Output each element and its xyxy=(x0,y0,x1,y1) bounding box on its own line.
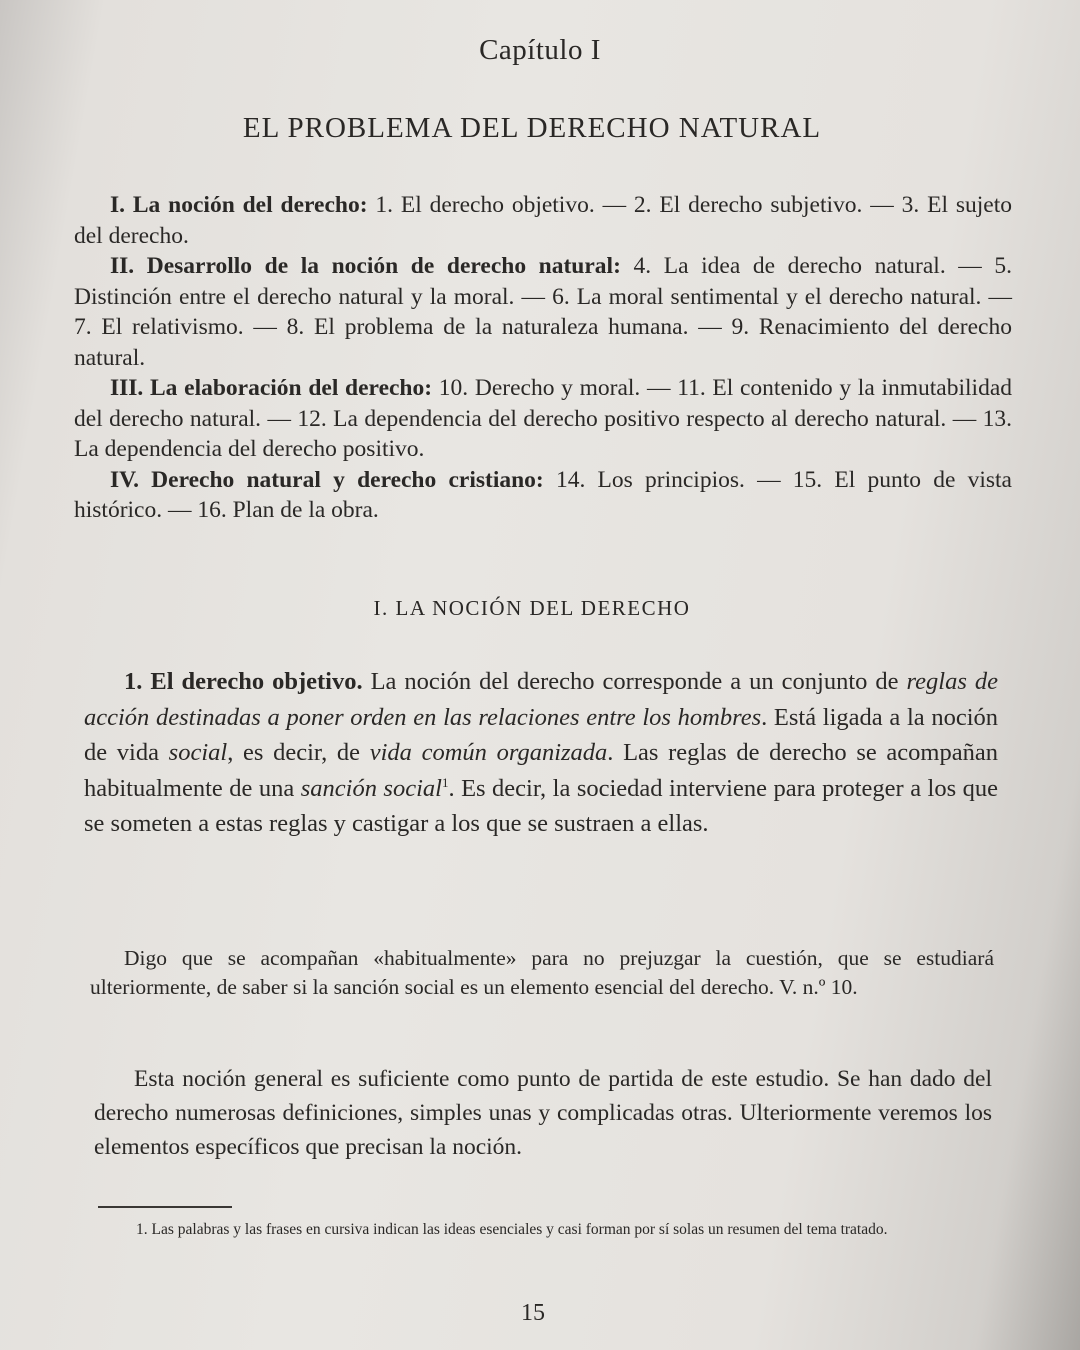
summary-item xyxy=(74,373,1012,465)
body-paragraph: Digo que se acompañan «habitualmente» para no prejuzgar la cuestión, que se estudiará ulteriormente, de saber si la sanción social es un elemento esencial del derecho. V. n.º 10. xyxy=(90,946,994,999)
italic-run: reglas de acción destinadas a poner orden en las relaciones entre los hombres xyxy=(84,668,998,731)
text-run: , es decir, de xyxy=(227,739,370,766)
text-run: . Está ligada a la noción de vida xyxy=(84,703,998,766)
summary-text: 4. La idea de derecho natural. — 5. Distinción entre el derecho natural y la moral. — 6. La moral sentimental y el derecho natural. — 7. El relativismo. — 8. El problema de la naturaleza humana. — 9. Renacimiento del derecho natural. xyxy=(74,253,1012,371)
text-run: La noción del derecho corresponde a un conjunto de xyxy=(362,668,907,695)
summary-item xyxy=(74,465,1012,526)
italic-run: social xyxy=(168,739,228,766)
summary-text: 14. Los principios. — 15. El punto de vista histórico. — 16. Plan de la obra. xyxy=(74,466,1012,523)
chapter-title: EL PROBLEMA DEL DERECHO NATURAL xyxy=(242,112,822,144)
footnote-divider xyxy=(98,1206,232,1208)
text-run: . Las reglas de derecho se acompañan habitualmente de una xyxy=(84,739,998,802)
text-run: . Es decir, la sociedad interviene para proteger a los que se someten a estas reglas y castigar a los que se sustraen a ellas. xyxy=(84,774,999,837)
italic-run: vida común organizada xyxy=(369,739,608,766)
summary-heading: I. La noción del derecho: xyxy=(110,192,368,218)
chapter-label: Capítulo I xyxy=(479,34,601,66)
summary-item xyxy=(74,251,1012,373)
body-paragraph: Esta noción general es suficiente como punto de partida de este estudio. Se han dado del derecho numerosas definiciones, simples unas y complicadas otras. Ulteriormente veremos los elementos específicos que precisan la noción. xyxy=(94,1066,992,1160)
section-heading: I. LA NOCIÓN DEL DERECHO xyxy=(373,596,691,620)
footnote: 1. Las palabras y las frases en cursiva indican las ideas esenciales y casi forman por sí solas un resumen del tema tratado. xyxy=(136,1221,888,1238)
summary-heading: III. La elaboración del derecho: xyxy=(110,375,433,401)
summary-heading: II. Desarrollo de la noción de derecho natural: xyxy=(110,253,621,279)
summary-text: 1. El derecho objetivo. — 2. El derecho subjetivo. — 3. El sujeto del derecho. xyxy=(74,192,1012,249)
chapter-summary xyxy=(74,190,1012,526)
summary-item xyxy=(74,190,1012,251)
body-paragraph xyxy=(84,664,998,842)
italic-run: sanción social xyxy=(300,774,442,802)
footnote-marker: 1 xyxy=(441,774,449,790)
paragraph-lead: 1. El derecho objetivo. xyxy=(124,668,363,695)
page-number: 15 xyxy=(521,1300,545,1326)
summary-text: 10. Derecho y moral. — 11. El contenido y la inmutabilidad del derecho natural. — 12. La dependencia del derecho positivo respecto al derecho natural. — 13. La dependencia del derecho positivo. xyxy=(74,375,1013,462)
summary-heading: IV. Derecho natural y derecho cristiano: xyxy=(110,466,544,493)
